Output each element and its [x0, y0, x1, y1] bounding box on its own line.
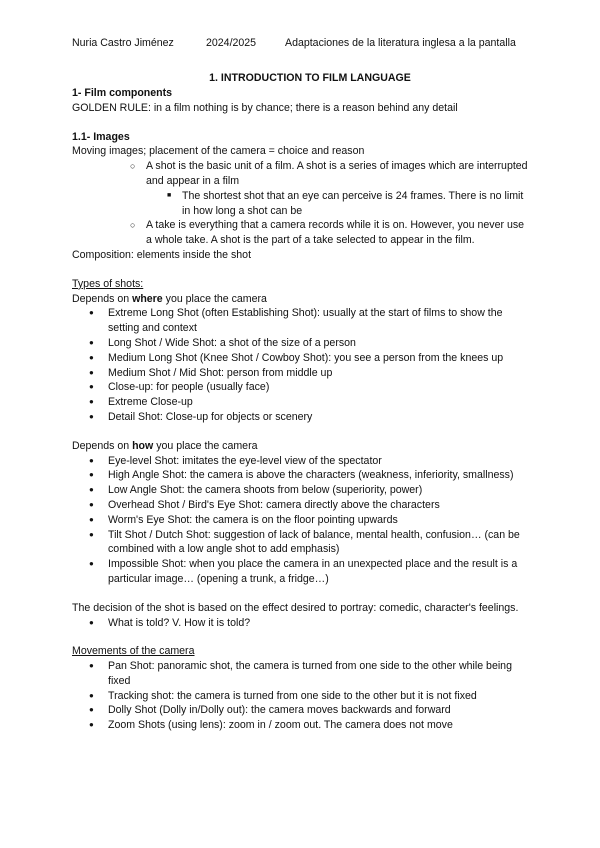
list-item: ● High Angle Shot: the camera is above the characters (weakness, inferiority, smallness): [72, 468, 532, 483]
list-item: ● Medium Shot / Mid Shot: person from middle up: [72, 366, 532, 381]
list-item: ● Close-up: for people (usually face): [72, 380, 532, 395]
list-item: ● Low Angle Shot: the camera shoots from below (superiority, power): [72, 483, 532, 498]
list-item: [72, 189, 532, 219]
list-item: ● Tracking shot: the camera is turned from one side to the other but it is not fixed: [72, 689, 532, 704]
composition-note: Composition: elements inside the shot: [72, 248, 252, 261]
list-item: ● Impossible Shot: when you place the camera in an unexpected place and the result is a particular image… (opening a trunk, a fridge…): [72, 557, 532, 587]
decision-list: [72, 616, 532, 631]
depends-where: Depends on where you place the camera: [72, 292, 267, 305]
images-sublist: [72, 189, 532, 219]
decision-note: The decision of the shot is based on the effect desired to portray: comedic, character's feelings.: [72, 601, 519, 614]
golden-rule: GOLDEN RULE: in a film nothing is by chance; there is a reason behind any detail: [72, 101, 458, 114]
section-heading-film-components: 1- Film components: [72, 87, 173, 99]
header-author: Nuria Castro Jiménez: [72, 37, 174, 49]
depends-how: Depends on how you place the camera: [72, 439, 258, 452]
header-year: 2024/2025: [206, 37, 257, 49]
list-item: ● Eye-level Shot: imitates the eye-level view of the spectator: [72, 454, 532, 469]
list-item: ● Extreme Long Shot (often Establishing Shot): usually at the start of films to show the setting and context: [72, 306, 532, 336]
list-item: ● Worm's Eye Shot: the camera is on the floor pointing upwards: [72, 513, 532, 528]
list-item: ● Medium Long Shot (Knee Shot / Cowboy Shot): you see a person from the knees up: [72, 351, 532, 366]
types-of-shots-heading: Types of shots:: [72, 277, 144, 290]
images-list-2: [72, 218, 532, 248]
take-definition: A take is everything that a camera records while it is on. However, you never use a whole take. A shot is the part of a take selected to appear in the film.: [146, 219, 525, 247]
list-item: ● Tilt Shot / Dutch Shot: suggestion of lack of balance, mental health, confusion… (can be combined with a low angle shot to add emphasis): [72, 528, 532, 558]
shot-definition: A shot is the basic unit of a film. A shot is a series of images which are interrupted and appear in a film: [146, 160, 528, 187]
list-item: ● Long Shot / Wide Shot: a shot of the size of a person: [72, 336, 532, 351]
list-item: ● Overhead Shot / Bird's Eye Shot: camera directly above the characters: [72, 498, 532, 513]
document-body: [72, 71, 532, 733]
where-shots-list: [72, 306, 532, 424]
how-shots-list: [72, 454, 532, 587]
images-list: [72, 159, 532, 189]
document-title: 1. INTRODUCTION TO FILM LANGUAGE: [209, 72, 411, 84]
list-item: ● Detail Shot: Close-up for objects or scenery: [72, 410, 532, 425]
list-item: ● Dolly Shot (Dolly in/Dolly out): the camera moves backwards and forward: [72, 703, 532, 718]
list-item: ● Zoom Shots (using lens): zoom in / zoom out. The camera does not move: [72, 718, 532, 733]
list-item: ● Pan Shot: panoramic shot, the camera is turned from one side to the other while being fixed: [72, 659, 532, 689]
list-item: [72, 218, 532, 248]
list-item: ● What is told? V. How it is told?: [72, 616, 532, 631]
movements-list: [72, 659, 532, 733]
list-item: ● Extreme Close-up: [72, 395, 532, 410]
section-heading-images: 1.1- Images: [72, 130, 130, 143]
movements-heading: Movements of the camera: [72, 645, 195, 658]
page-header: [72, 36, 528, 52]
frames-note: The shortest shot that an eye can perceive is 24 frames. There is no limit in how long a shot can be: [182, 189, 524, 217]
header-course: Adaptaciones de la literatura inglesa a la pantalla: [285, 37, 516, 49]
list-item: [72, 159, 532, 189]
images-intro: Moving images; placement of the camera = choice and reason: [72, 145, 365, 158]
